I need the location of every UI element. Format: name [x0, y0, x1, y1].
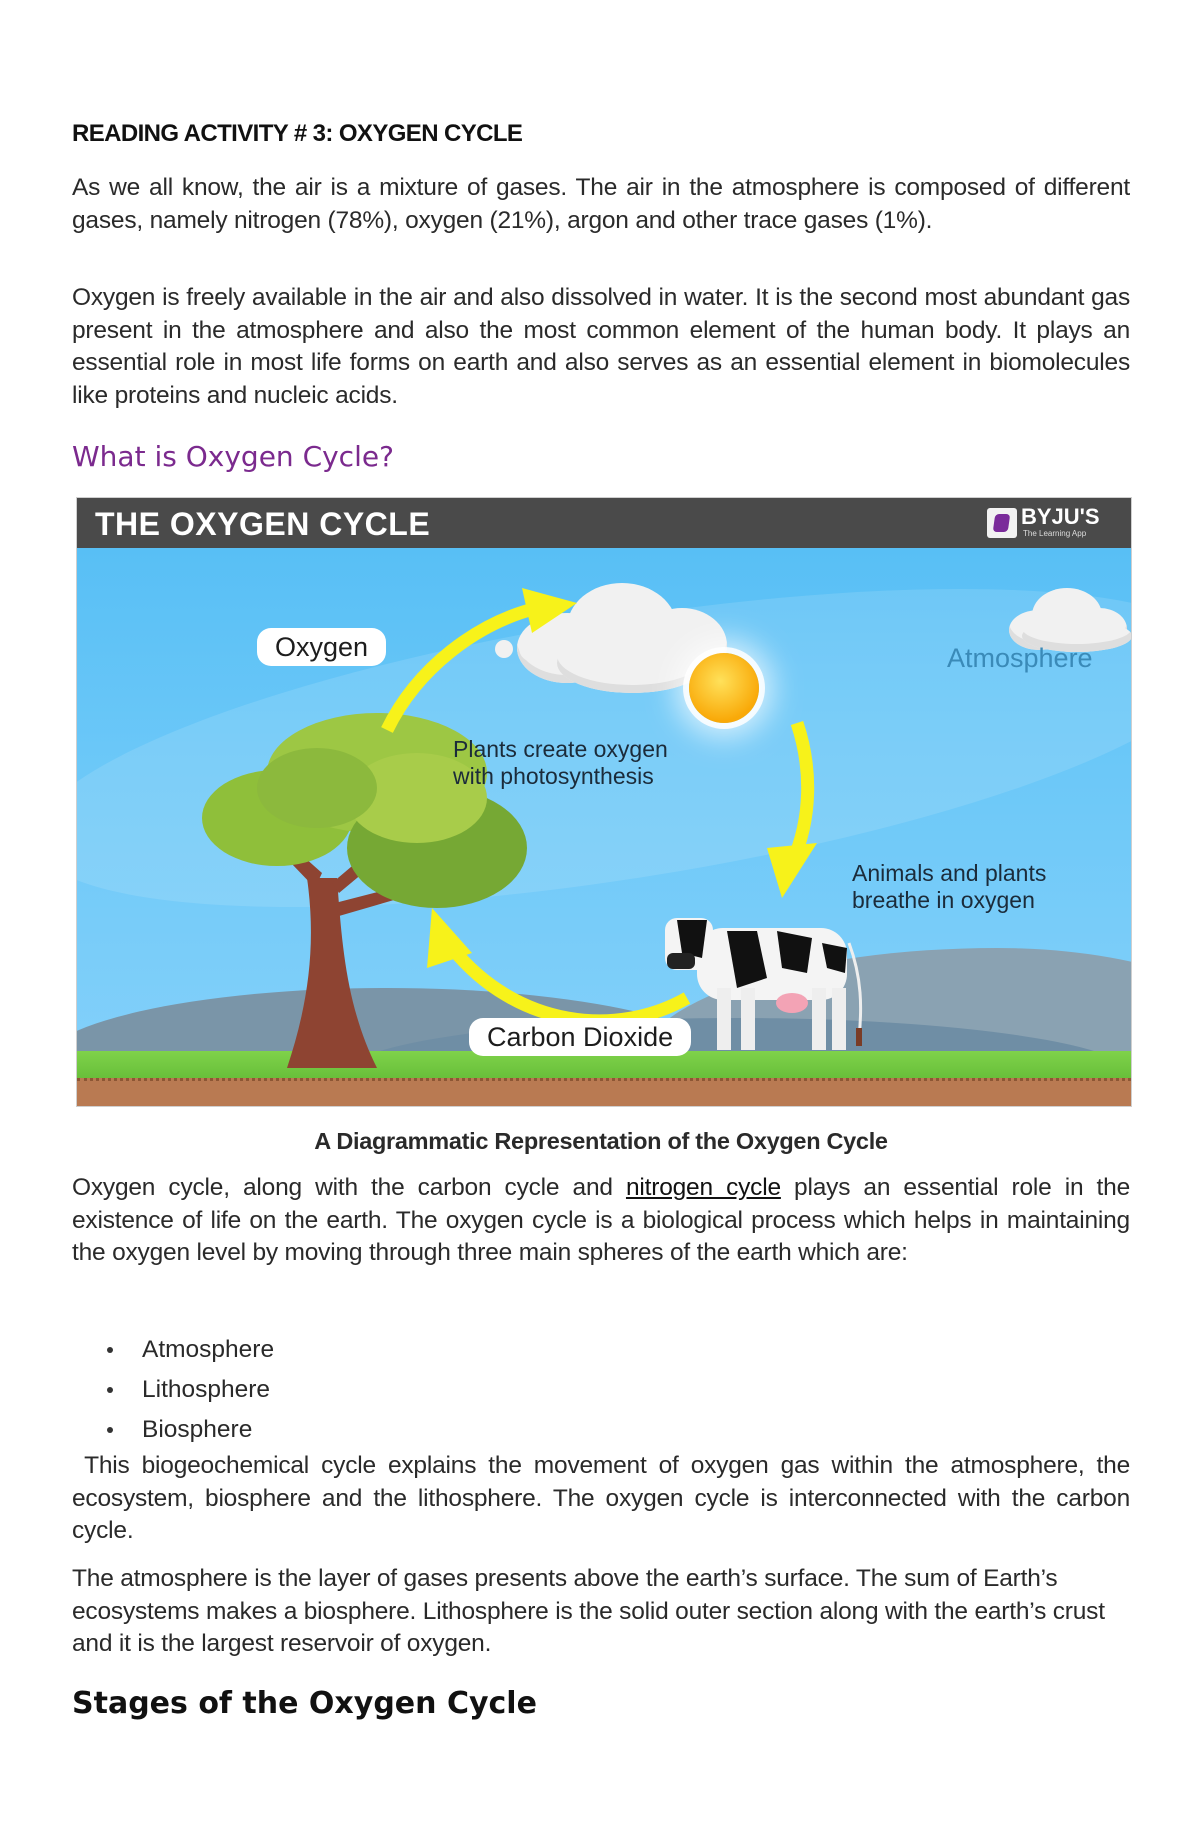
- bullet-icon: [107, 1387, 113, 1393]
- photosynthesis-label-line1: Plants create oxygen: [453, 736, 668, 762]
- byjus-logo: [987, 504, 1117, 542]
- list-item: [72, 1410, 274, 1450]
- brand-tagline: The Learning App: [1023, 529, 1087, 538]
- breathe-label-line2: breathe in oxygen: [852, 887, 1035, 913]
- diagram-title: THE OXYGEN CYCLE: [95, 506, 431, 542]
- list-item: [72, 1330, 274, 1370]
- carbon-dioxide-label: Carbon Dioxide: [469, 1018, 691, 1056]
- cycle-intro-paragraph: [72, 1172, 1130, 1270]
- list-item-label: Biosphere: [142, 1416, 253, 1443]
- atmosphere-definition-paragraph: The atmosphere is the layer of gases presents above the earth’s surface. The sum of Earth’s ecosystems makes a biosphere. Lithosphere is the solid outer section along with the earth’s crust and it is the largest reservoir of oxygen.: [72, 1565, 1105, 1657]
- nitrogen-cycle-link[interactable]: nitrogen cycle: [625, 1174, 781, 1201]
- cycle-intro-text: Oxygen cycle, along with the carbon cycle and: [72, 1174, 626, 1201]
- oxygen-cycle-diagram: [76, 497, 1132, 1107]
- photosynthesis-label: [453, 736, 668, 790]
- bullet-icon: [107, 1427, 113, 1433]
- diagram-scene: [77, 548, 1131, 1106]
- cow-icon: [665, 918, 862, 1050]
- biogeochemical-paragraph: This biogeochemical cycle explains the movement of oxygen gas within the atmosphere, the ecosystem, biosphere and the lithosphere. The oxygen cycle is interconnected with the carbon cycle.: [72, 1452, 1137, 1544]
- stages-heading: Stages of the Oxygen Cycle: [72, 1686, 537, 1721]
- breathe-label: [852, 860, 1046, 914]
- breathe-label-line1: Animals and plants: [852, 860, 1047, 886]
- diagram-header: [77, 498, 1131, 548]
- oxygen-availability-paragraph: Oxygen is freely available in the air and also dissolved in water. It is the second most abundant gas present in the atmosphere and also the most common element of the human body. It plays an essential role in most life forms on earth and also serves as an essential element in biomolecules like proteins and nucleic acids.: [72, 284, 1130, 409]
- bullet-icon: [107, 1347, 113, 1353]
- intro-paragraph: As we all know, the air is a mixture of gases. The air in the atmosphere is composed of different gases, namely nitrogen (78%), oxygen (21%), argon and other trace gases (1%).: [72, 174, 1130, 234]
- figure-caption: A Diagrammatic Representation of the Oxygen Cycle: [314, 1128, 888, 1154]
- oxygen-label: Oxygen: [257, 628, 386, 666]
- document-title: READING ACTIVITY # 3: OXYGEN CYCLE: [72, 120, 523, 147]
- brand-name: BYJU'S: [1021, 504, 1100, 529]
- cycle-intro-text-continued: plays an essential role in the existence of life on the earth. The oxygen cycle is a biological process which helps in maintaining the oxygen level by moving through three main spheres of the earth which are:: [72, 1174, 1130, 1266]
- byjus-logo-icon: [987, 508, 1017, 538]
- list-item-label: Lithosphere: [142, 1376, 271, 1403]
- list-item: [72, 1370, 274, 1410]
- spheres-list: [72, 1330, 274, 1450]
- atmosphere-label: Atmosphere: [947, 643, 1093, 673]
- what-is-oxygen-cycle-heading: What is Oxygen Cycle?: [72, 440, 394, 473]
- photosynthesis-label-line2: with photosynthesis: [453, 763, 654, 789]
- list-item-label: Atmosphere: [142, 1336, 275, 1363]
